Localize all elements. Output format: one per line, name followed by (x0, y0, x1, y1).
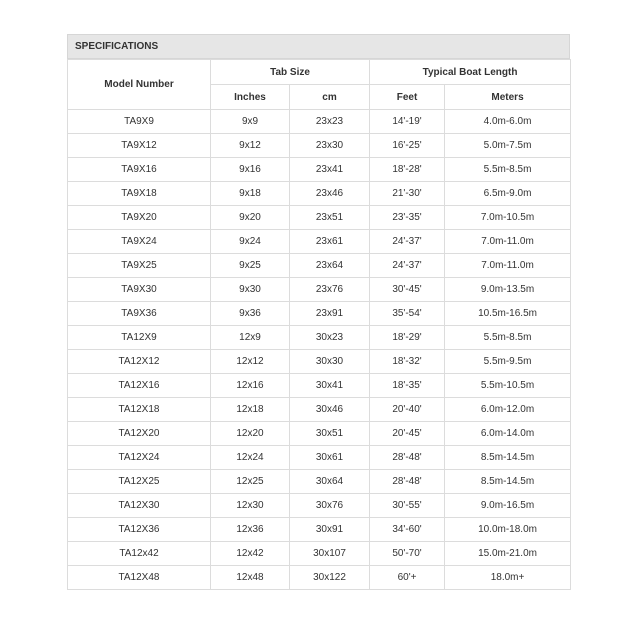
cell-feet: 50'-70' (370, 542, 445, 566)
cell-inches: 12x9 (211, 326, 290, 350)
cell-cm: 23x30 (290, 134, 370, 158)
cell-model-number: TA9X16 (68, 158, 211, 182)
header-row-top (68, 60, 571, 85)
cell-cm: 30x107 (290, 542, 370, 566)
cell-inches: 12x20 (211, 422, 290, 446)
cell-meters: 6.5m-9.0m (445, 182, 571, 206)
cell-cm: 30x64 (290, 470, 370, 494)
cell-feet: 18'-28' (370, 158, 445, 182)
section-title: SPECIFICATIONS (67, 34, 570, 59)
cell-model-number: TA12X9 (68, 326, 211, 350)
cell-inches: 9x12 (211, 134, 290, 158)
cell-feet: 21'-30' (370, 182, 445, 206)
table-row (68, 542, 571, 566)
cell-cm: 23x46 (290, 182, 370, 206)
cell-inches: 12x12 (211, 350, 290, 374)
cell-meters: 8.5m-14.5m (445, 446, 571, 470)
cell-feet: 20'-45' (370, 422, 445, 446)
cell-meters: 5.0m-7.5m (445, 134, 571, 158)
cell-model-number: TA9X36 (68, 302, 211, 326)
table-row (68, 206, 571, 230)
cell-model-number: TA9X24 (68, 230, 211, 254)
table-row (68, 494, 571, 518)
cell-inches: 9x25 (211, 254, 290, 278)
cell-feet: 24'-37' (370, 230, 445, 254)
cell-cm: 30x76 (290, 494, 370, 518)
cell-inches: 9x18 (211, 182, 290, 206)
cell-feet: 34'-60' (370, 518, 445, 542)
table-row (68, 134, 571, 158)
cell-cm: 23x51 (290, 206, 370, 230)
header-boat-length: Typical Boat Length (370, 60, 571, 85)
specifications-table (67, 59, 571, 590)
cell-cm: 30x46 (290, 398, 370, 422)
table-row (68, 422, 571, 446)
table-row (68, 398, 571, 422)
table-row (68, 446, 571, 470)
cell-inches: 9x20 (211, 206, 290, 230)
cell-model-number: TA9X12 (68, 134, 211, 158)
table-row (68, 254, 571, 278)
cell-model-number: TA12X16 (68, 374, 211, 398)
cell-model-number: TA12X30 (68, 494, 211, 518)
header-model-number: Model Number (68, 60, 211, 110)
cell-inches: 9x36 (211, 302, 290, 326)
cell-cm: 23x91 (290, 302, 370, 326)
cell-feet: 60'+ (370, 566, 445, 590)
table-row (68, 470, 571, 494)
cell-model-number: TA12X36 (68, 518, 211, 542)
cell-model-number: TA9X25 (68, 254, 211, 278)
cell-model-number: TA12x42 (68, 542, 211, 566)
cell-inches: 12x18 (211, 398, 290, 422)
cell-feet: 18'-32' (370, 350, 445, 374)
cell-feet: 14'-19' (370, 110, 445, 134)
cell-cm: 30x61 (290, 446, 370, 470)
cell-feet: 18'-29' (370, 326, 445, 350)
cell-model-number: TA12X24 (68, 446, 211, 470)
cell-model-number: TA9X20 (68, 206, 211, 230)
cell-feet: 28'-48' (370, 446, 445, 470)
cell-meters: 9.0m-13.5m (445, 278, 571, 302)
cell-meters: 5.5m-8.5m (445, 326, 571, 350)
cell-model-number: TA9X30 (68, 278, 211, 302)
cell-meters: 5.5m-10.5m (445, 374, 571, 398)
cell-feet: 35'-54' (370, 302, 445, 326)
cell-model-number: TA12X48 (68, 566, 211, 590)
cell-cm: 30x122 (290, 566, 370, 590)
table-row (68, 566, 571, 590)
cell-meters: 6.0m-14.0m (445, 422, 571, 446)
cell-inches: 9x30 (211, 278, 290, 302)
cell-cm: 30x23 (290, 326, 370, 350)
specifications-section (67, 34, 570, 590)
cell-meters: 7.0m-11.0m (445, 254, 571, 278)
table-row (68, 302, 571, 326)
cell-feet: 20'-40' (370, 398, 445, 422)
cell-meters: 18.0m+ (445, 566, 571, 590)
cell-cm: 23x41 (290, 158, 370, 182)
cell-meters: 10.0m-18.0m (445, 518, 571, 542)
table-row (68, 158, 571, 182)
cell-meters: 10.5m-16.5m (445, 302, 571, 326)
cell-model-number: TA12X25 (68, 470, 211, 494)
cell-inches: 12x48 (211, 566, 290, 590)
cell-cm: 30x30 (290, 350, 370, 374)
cell-meters: 5.5m-8.5m (445, 158, 571, 182)
cell-feet: 18'-35' (370, 374, 445, 398)
cell-inches: 12x36 (211, 518, 290, 542)
cell-inches: 9x16 (211, 158, 290, 182)
cell-cm: 23x76 (290, 278, 370, 302)
cell-cm: 30x91 (290, 518, 370, 542)
cell-cm: 23x64 (290, 254, 370, 278)
table-row (68, 230, 571, 254)
cell-meters: 8.5m-14.5m (445, 470, 571, 494)
cell-inches: 9x9 (211, 110, 290, 134)
table-row (68, 110, 571, 134)
cell-cm: 30x51 (290, 422, 370, 446)
header-feet: Feet (370, 85, 445, 110)
cell-model-number: TA9X18 (68, 182, 211, 206)
cell-inches: 12x24 (211, 446, 290, 470)
cell-inches: 12x16 (211, 374, 290, 398)
cell-feet: 28'-48' (370, 470, 445, 494)
header-cm: cm (290, 85, 370, 110)
cell-model-number: TA12X20 (68, 422, 211, 446)
cell-meters: 15.0m-21.0m (445, 542, 571, 566)
cell-meters: 7.0m-11.0m (445, 230, 571, 254)
header-inches: Inches (211, 85, 290, 110)
table-row (68, 350, 571, 374)
cell-model-number: TA12X12 (68, 350, 211, 374)
cell-meters: 4.0m-6.0m (445, 110, 571, 134)
cell-feet: 16'-25' (370, 134, 445, 158)
cell-cm: 30x41 (290, 374, 370, 398)
cell-inches: 12x30 (211, 494, 290, 518)
table-row (68, 182, 571, 206)
cell-cm: 23x61 (290, 230, 370, 254)
cell-model-number: TA12X18 (68, 398, 211, 422)
cell-feet: 24'-37' (370, 254, 445, 278)
cell-inches: 9x24 (211, 230, 290, 254)
header-tab-size: Tab Size (211, 60, 370, 85)
cell-feet: 30'-45' (370, 278, 445, 302)
table-body (68, 110, 571, 590)
cell-meters: 6.0m-12.0m (445, 398, 571, 422)
cell-inches: 12x25 (211, 470, 290, 494)
cell-feet: 30'-55' (370, 494, 445, 518)
header-meters: Meters (445, 85, 571, 110)
cell-meters: 9.0m-16.5m (445, 494, 571, 518)
cell-model-number: TA9X9 (68, 110, 211, 134)
table-row (68, 374, 571, 398)
table-row (68, 326, 571, 350)
cell-feet: 23'-35' (370, 206, 445, 230)
cell-inches: 12x42 (211, 542, 290, 566)
table-row (68, 518, 571, 542)
cell-cm: 23x23 (290, 110, 370, 134)
cell-meters: 5.5m-9.5m (445, 350, 571, 374)
cell-meters: 7.0m-10.5m (445, 206, 571, 230)
table-row (68, 278, 571, 302)
